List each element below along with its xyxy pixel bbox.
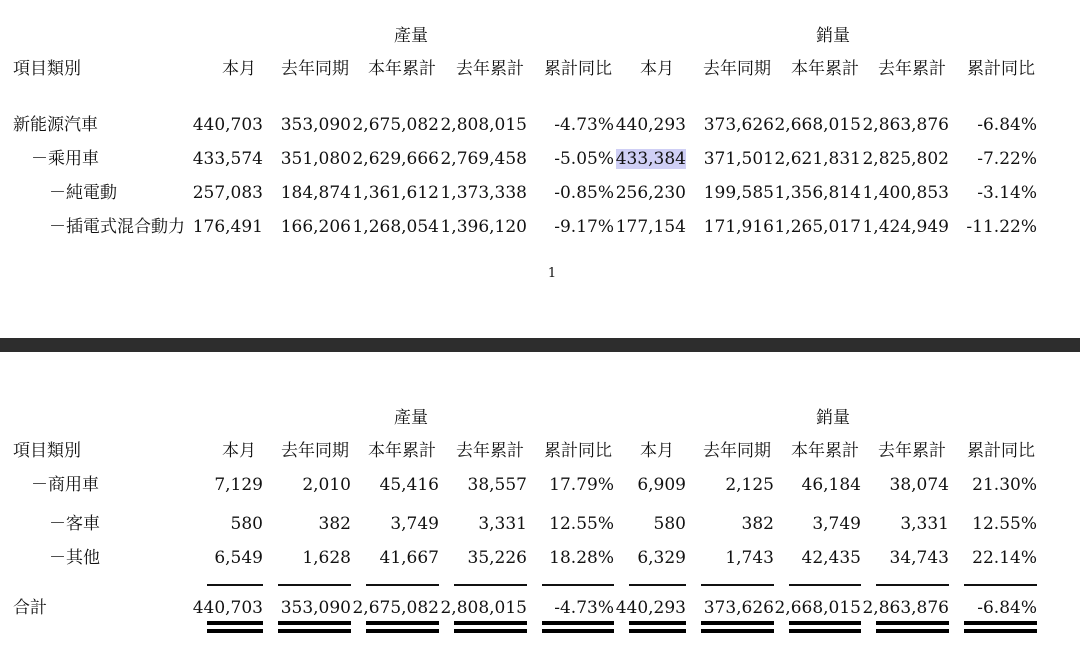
table-cell: 171,916 xyxy=(703,217,774,237)
production-group-header: 產量 xyxy=(394,408,428,428)
table-cell: 580 xyxy=(230,514,263,534)
table-cell: -5.05% xyxy=(554,149,614,169)
total-double-underline xyxy=(629,621,686,633)
production-month-header: 本月 xyxy=(222,441,256,461)
table-cell: 580 xyxy=(653,514,686,534)
table-cell: 38,074 xyxy=(889,475,949,495)
table-cell: 17.79% xyxy=(549,475,614,495)
production-last-year-ytd-header: 去年累計 xyxy=(456,441,524,461)
sales-ytd-yoy-header: 累計同比 xyxy=(967,441,1035,461)
total-cell: 2,675,082 xyxy=(352,598,439,618)
row-label: －商用車 xyxy=(31,475,99,495)
text-selection-highlight[interactable]: 433,384 xyxy=(615,149,686,169)
total-top-rule xyxy=(964,584,1037,586)
total-top-rule xyxy=(701,584,774,586)
sales-last-year-ytd-header: 去年累計 xyxy=(878,59,946,79)
total-top-rule xyxy=(876,584,949,586)
production-last-year-same-period-header: 去年同期 xyxy=(281,441,349,461)
table-cell: 1,396,120 xyxy=(440,217,527,237)
sales-group-header: 銷量 xyxy=(816,408,850,428)
table-cell: 6,329 xyxy=(637,548,686,568)
total-double-underline xyxy=(789,621,861,633)
table-cell: 6,909 xyxy=(637,475,686,495)
total-top-rule xyxy=(278,584,351,586)
table-cell: 35,226 xyxy=(467,548,527,568)
table-cell: 7,129 xyxy=(214,475,263,495)
total-cell: 373,626 xyxy=(703,598,774,618)
category-header: 項目類別 xyxy=(13,441,81,461)
table-cell: 3,331 xyxy=(478,514,527,534)
table-cell: 371,501 xyxy=(703,149,774,169)
page-separator xyxy=(0,338,1080,352)
table-cell: -11.22% xyxy=(966,217,1037,237)
total-cell: 353,090 xyxy=(280,598,351,618)
table-cell: 256,230 xyxy=(615,183,686,203)
total-top-rule xyxy=(542,584,614,586)
total-cell: 2,668,015 xyxy=(774,598,861,618)
sales-ytd-header: 本年累計 xyxy=(791,59,859,79)
row-label: －乘用車 xyxy=(31,149,99,169)
sales-ytd-yoy-header: 累計同比 xyxy=(967,59,1035,79)
table-cell: -0.85% xyxy=(554,183,614,203)
table-cell: 433,574 xyxy=(192,149,263,169)
table-cell: 351,080 xyxy=(280,149,351,169)
table-cell: 2,629,666 xyxy=(352,149,439,169)
total-label: 合計 xyxy=(13,598,47,618)
production-month-header: 本月 xyxy=(222,59,256,79)
table-cell: 353,090 xyxy=(280,115,351,135)
row-label: －插電式混合動力 xyxy=(49,217,185,237)
table-cell: 1,424,949 xyxy=(862,217,949,237)
table-cell: 1,373,338 xyxy=(440,183,527,203)
table-cell: 1,268,054 xyxy=(352,217,439,237)
table-cell: 2,668,015 xyxy=(774,115,861,135)
row-label: －其他 xyxy=(49,548,100,568)
table-cell: -7.22% xyxy=(977,149,1037,169)
table-cell: 2,010 xyxy=(302,475,351,495)
table-cell: 199,585 xyxy=(703,183,774,203)
table-cell: 34,743 xyxy=(889,548,949,568)
total-double-underline xyxy=(542,621,614,633)
table-cell: 2,769,458 xyxy=(440,149,527,169)
table-cell: -3.14% xyxy=(977,183,1037,203)
total-top-rule xyxy=(454,584,527,586)
table-cell: 177,154 xyxy=(615,217,686,237)
total-double-underline xyxy=(454,621,527,633)
table-cell: 46,184 xyxy=(801,475,861,495)
table-cell: 22.14% xyxy=(972,548,1037,568)
table-cell: 45,416 xyxy=(379,475,439,495)
production-ytd-header: 本年累計 xyxy=(368,441,436,461)
total-cell: -6.84% xyxy=(977,598,1037,618)
total-top-rule xyxy=(207,584,263,586)
page-number: 1 xyxy=(547,266,557,281)
table-cell: 382 xyxy=(318,514,351,534)
row-label: －客車 xyxy=(49,514,100,534)
table-cell: 440,703 xyxy=(192,115,263,135)
production-group-header: 產量 xyxy=(394,26,428,46)
sales-last-year-same-period-header: 去年同期 xyxy=(703,441,771,461)
table-cell: 12.55% xyxy=(549,514,614,534)
total-cell: -4.73% xyxy=(554,598,614,618)
table-cell: 2,808,015 xyxy=(440,115,527,135)
table-cell: 18.28% xyxy=(549,548,614,568)
total-cell: 440,293 xyxy=(615,598,686,618)
sales-group-header: 銷量 xyxy=(816,26,850,46)
table-cell: 3,749 xyxy=(812,514,861,534)
table-cell: 2,125 xyxy=(725,475,774,495)
total-double-underline xyxy=(366,621,439,633)
selected-table-cell[interactable] xyxy=(586,148,686,170)
total-top-rule xyxy=(366,584,439,586)
sales-ytd-header: 本年累計 xyxy=(791,441,859,461)
table-cell: 1,628 xyxy=(302,548,351,568)
table-cell: 41,667 xyxy=(379,548,439,568)
table-cell: 440,293 xyxy=(615,115,686,135)
table-cell: 42,435 xyxy=(801,548,861,568)
total-top-rule xyxy=(629,584,686,586)
table-cell: -6.84% xyxy=(977,115,1037,135)
table-cell: 166,206 xyxy=(280,217,351,237)
table-cell: 2,675,082 xyxy=(352,115,439,135)
table-cell: -4.73% xyxy=(554,115,614,135)
table-cell: 382 xyxy=(741,514,774,534)
production-last-year-same-period-header: 去年同期 xyxy=(281,59,349,79)
sales-month-header: 本月 xyxy=(640,59,674,79)
table-cell: 21.30% xyxy=(972,475,1037,495)
production-last-year-ytd-header: 去年累計 xyxy=(456,59,524,79)
table-cell: 3,331 xyxy=(900,514,949,534)
table-cell: 2,863,876 xyxy=(862,115,949,135)
total-double-underline xyxy=(207,621,263,633)
total-double-underline xyxy=(278,621,351,633)
row-label: 新能源汽車 xyxy=(13,115,98,135)
table-cell: -9.17% xyxy=(554,217,614,237)
total-cell: 2,863,876 xyxy=(862,598,949,618)
table-cell: 12.55% xyxy=(972,514,1037,534)
total-top-rule xyxy=(789,584,861,586)
production-ytd-yoy-header: 累計同比 xyxy=(544,441,612,461)
table-cell: 373,626 xyxy=(703,115,774,135)
total-double-underline xyxy=(876,621,949,633)
table-cell: 6,549 xyxy=(214,548,263,568)
table-cell: 2,825,802 xyxy=(862,149,949,169)
sales-month-header: 本月 xyxy=(640,441,674,461)
table-cell: 2,621,831 xyxy=(774,149,861,169)
table-cell: 257,083 xyxy=(192,183,263,203)
table-cell: 1,361,612 xyxy=(352,183,439,203)
table-cell: 184,874 xyxy=(280,183,351,203)
table-cell: 176,491 xyxy=(192,217,263,237)
table-cell: 1,743 xyxy=(725,548,774,568)
category-header: 項目類別 xyxy=(13,59,81,79)
row-label: －純電動 xyxy=(49,183,117,203)
production-ytd-header: 本年累計 xyxy=(368,59,436,79)
total-double-underline xyxy=(964,621,1037,633)
sales-last-year-same-period-header: 去年同期 xyxy=(703,59,771,79)
table-cell: 1,265,017 xyxy=(774,217,861,237)
total-cell: 2,808,015 xyxy=(440,598,527,618)
table-cell: 38,557 xyxy=(467,475,527,495)
table-cell: 3,749 xyxy=(390,514,439,534)
sales-last-year-ytd-header: 去年累計 xyxy=(878,441,946,461)
table-cell: 1,356,814 xyxy=(774,183,861,203)
total-cell: 440,703 xyxy=(192,598,263,618)
production-ytd-yoy-header: 累計同比 xyxy=(544,59,612,79)
document-page-2 xyxy=(0,352,1080,650)
total-double-underline xyxy=(701,621,774,633)
table-cell: 1,400,853 xyxy=(862,183,949,203)
